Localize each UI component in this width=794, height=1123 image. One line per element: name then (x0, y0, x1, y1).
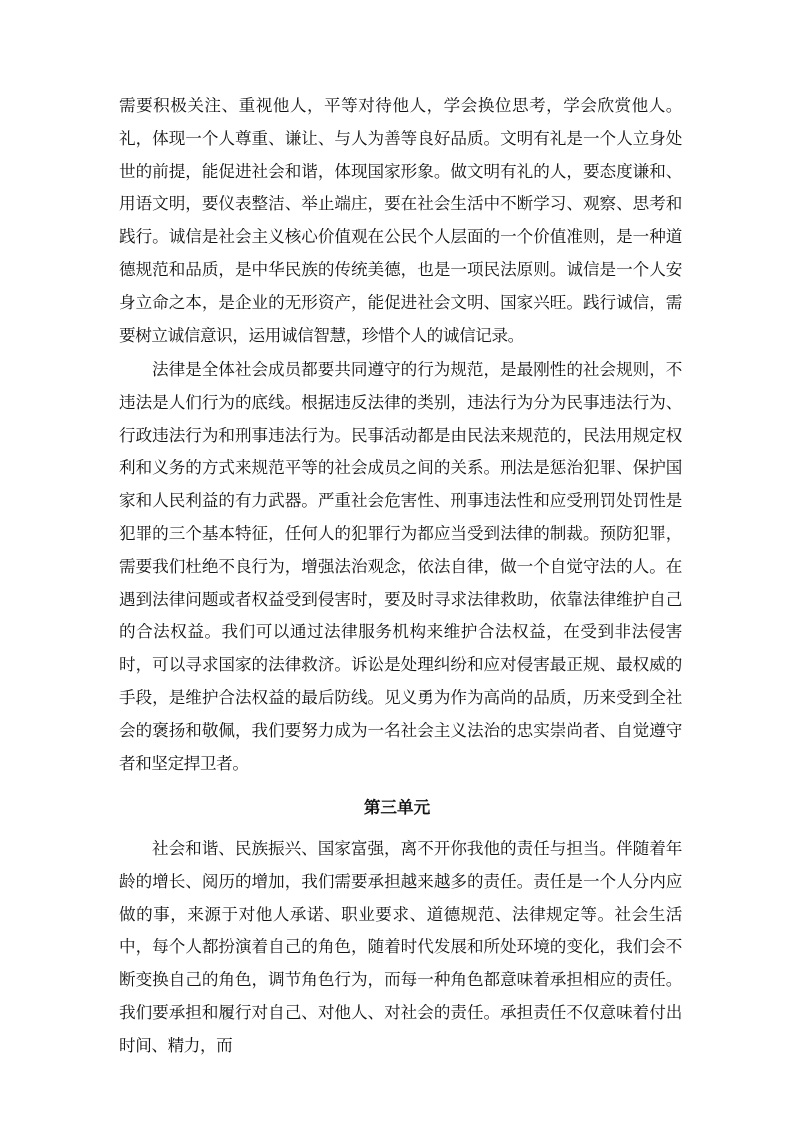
paragraph-courtesy-integrity: 需要积极关注、重视他人，平等对待他人，学会换位思考，学会欣赏他人。礼，体现一个人尊重、谦让、与人为善等良好品质。文明有礼是一个人立身处世的前提，能促进社会和谐，体现国家形象。做文明有礼的人，要态度谦和、用语文明，要仪表整洁、举止端庄，要在社会生活中不断学习、观察、思考和践行。诚信是社会主义核心价值观在公民个人层面的一个价值准则，是一种道德规范和品质，是中华民族的传统美德，也是一项民法原则。诚信是一个人安身立命之本，是企业的无形资产，能促进社会文明、国家兴旺。践行诚信，需要树立诚信意识，运用诚信智慧，珍惜个人的诚信记录。 (119, 96, 682, 345)
paragraph-law: 法律是全体社会成员都要共同遵守的行为规范，是最刚性的社会规则，不违法是人们行为的底线。根据违反法律的类别，违法行为分为民事违法行为、行政违法行为和刑事违法行为。民事活动都是由民法来规范的，民法用规定权利和义务的方式来规范平等的社会成员之间的关系。刑法是惩治犯罪、保护国家和人民利益的有力武器。严重社会危害性、刑事违法性和应受刑罚处罚性是犯罪的三个基本特征，任何人的犯罪行为都应当受到法律的制裁。预防犯罪，需要我们杜绝不良行为，增强法治观念，依法自律，做一个自觉守法的人。在遇到法律问题或者权益受到侵害时，要及时寻求法律救助，依靠法律维护自己的合法权益。我们可以通过法律服务机构来维护合法权益，在受到非法侵害时，可以寻求国家的法律救济。诉讼是处理纠纷和应对侵害最正规、最权威的手段，是维护合法权益的最后防线。见义勇为作为高尚的品质，历来受到全社会的褒扬和敬佩，我们要努力成为一名社会主义法治的忠实崇尚者、自觉遵守者和坚定捍卫者。 (119, 360, 682, 773)
paragraph-responsibility: 社会和谐、民族振兴、国家富强，离不开你我他的责任与担当。伴随着年龄的增长、阅历的增加，我们需要承担越来越多的责任。责任是一个人分内应做的事，来源于对他人承诺、职业要求、道德规范、法律规定等。社会生活中，每个人都扮演着自己的角色，随着时代发展和所处环境的变化，我们会不断变换自己的角色，调节角色行为，而每一种角色都意味着承担相应的责任。我们要承担和履行对自己、对他人、对社会的责任。承担责任不仅意味着付出时间、精力，而 (119, 839, 682, 1055)
section-heading: 第三单元 (363, 797, 431, 817)
